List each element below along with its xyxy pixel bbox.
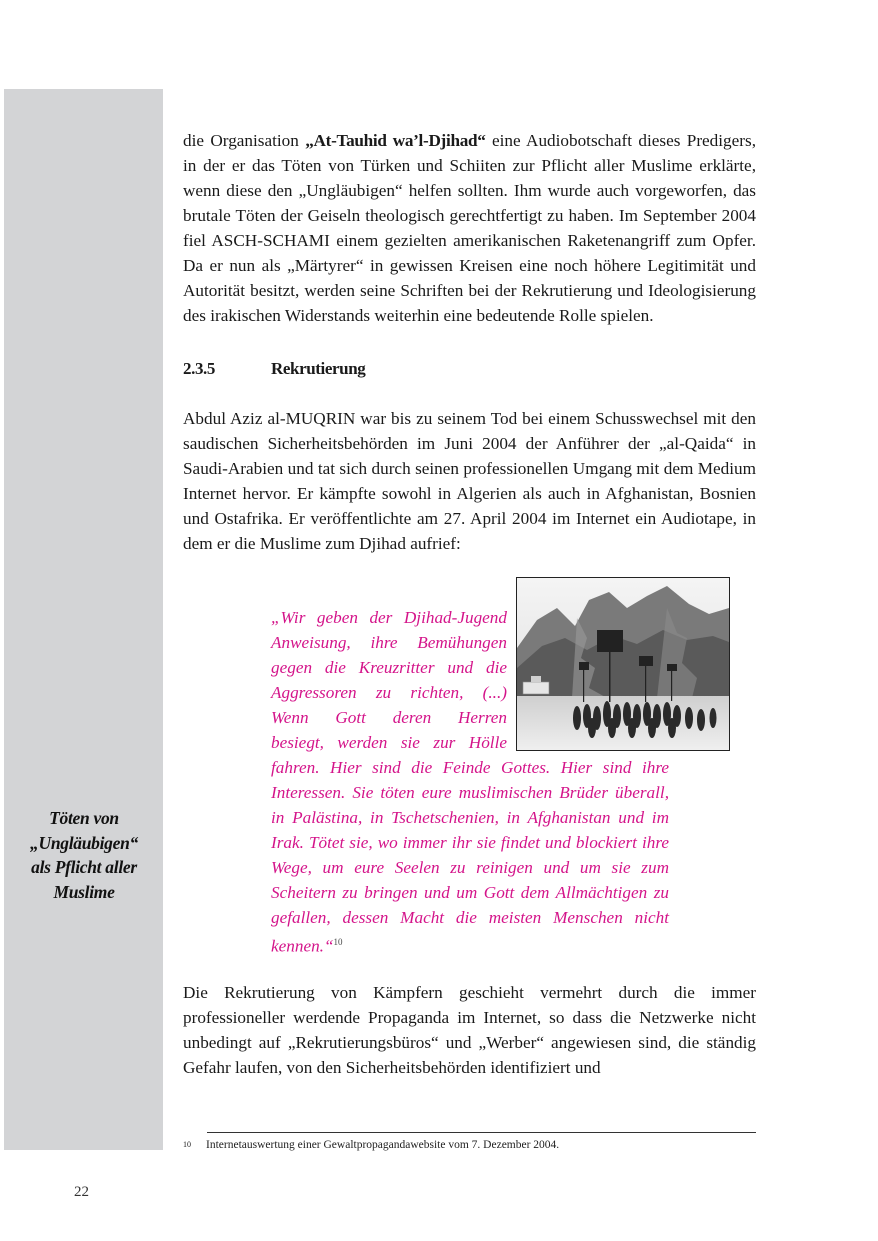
paragraph-text: eine Audiobotschaft dieses Predigers, in der er das Töten von Türken und Schiiten zur Pflicht aller Muslime erklärte, wenn diese den „Ungläubigen“ helfen sollten. Ihm wurde auch vorgeworfen, das brutale Töten der Geiseln theologisch gerechtfertigt zu haben. Im September 2004 fiel ASCH-SCHAMI einem gezielten amerikanischen Raketenangriff zum Opfer. Da er nun als „Märtyrer“ in gewissen Kreisen eine noch höhere Legitimität und Autorität besitzt, werden seine Schriften bei der Rekrutierung und Ideologisierung des irakischen Widerstands weiterhin eine bedeutende Rolle spielen. [183,131,756,325]
quote-line: gegen die Kreuzritter und die [271,658,507,677]
quote-block [271,605,669,959]
margin-note-line: als Pflicht aller [31,857,137,877]
margin-note-line: Muslime [53,881,115,902]
quote-line: besiegt, werden sie zur Hölle [271,733,507,752]
margin-note-line: „Ungläubigen“ [30,832,138,853]
paragraph-recruitment: Die Rekrutierung von Kämpfern geschieht vermehrt durch die immer professioneller werdende Propaganda im Internet, so dass die Netzwerke nicht unbedingt auf „Rekrutierungsbüros“ und „Werber“ angewiesen sind, die ständig Gefahr laufen, von den Sicherheitsbehörden identifiziert und [183,983,756,1077]
body-text [183,128,756,328]
quote-line: Anweisung, ihre Bemühungen [271,633,507,652]
section-title: Rekrutierung [271,359,366,378]
paragraph-organisation [183,128,756,328]
footnote-text: Internetauswertung einer Gewaltpropagandawebsite vom 7. Dezember 2004. [206,1139,560,1151]
margin-note-line: Töten von [49,808,119,828]
footnote [183,1137,559,1153]
paragraph-muqrin: Abdul Aziz al-MUQRIN war bis zu seinem Tod bei einem Schusswechsel mit den saudischen Sicherheitsbehörden im Juni 2004 der Anführer der „al-Qaida“ in Saudi-Arabien und tat sich durch seinen professionellen Umgang mit dem Medium Internet hervor. Er kämpfte sowohl in Algerien als auch in Afghanistan, Bosnien und Ostafrika. Er veröffentlichte am 27. April 2004 im Internet ein Audiotape, in dem er die Muslime zum Djihad aufrief: [183,409,756,553]
organisation-name: „At-Tauhid wa’l-Djihad“ [305,131,486,150]
margin-note [10,806,158,904]
section-number: 2.3.5 [183,359,216,378]
quote-line: Aggressoren zu richten, (...) [271,683,507,702]
sidebar-panel [4,89,163,1150]
quote-text: fahren. Hier sind die Feinde Gottes. Hier sind ihre Interessen. Sie töten eure muslimischen Brüder überall, in Palästina, in Tschetschenien, in Afghanistan und im Irak. Tötet sie, wo immer ihr sie findet und blockiert ihre Wege, um eure Seelen zu reinigen und um sie zum Scheitern zu bringen und um Gott dem Allmächtigen zu gefallen, dessen Macht die meisten Menschen nicht kennen.“ [271,758,669,956]
footnote-number: 10 [183,1140,191,1149]
paragraph-text: die Organisation [183,131,306,150]
section-heading [183,356,365,381]
quote-line: „Wir geben der Djihad-Jugend [271,608,507,627]
footnote-reference[interactable]: 10 [333,937,343,947]
quote-line: Wenn Gott deren Herren [271,708,507,727]
page-number: 22 [74,1184,89,1200]
footnote-divider [207,1132,756,1133]
